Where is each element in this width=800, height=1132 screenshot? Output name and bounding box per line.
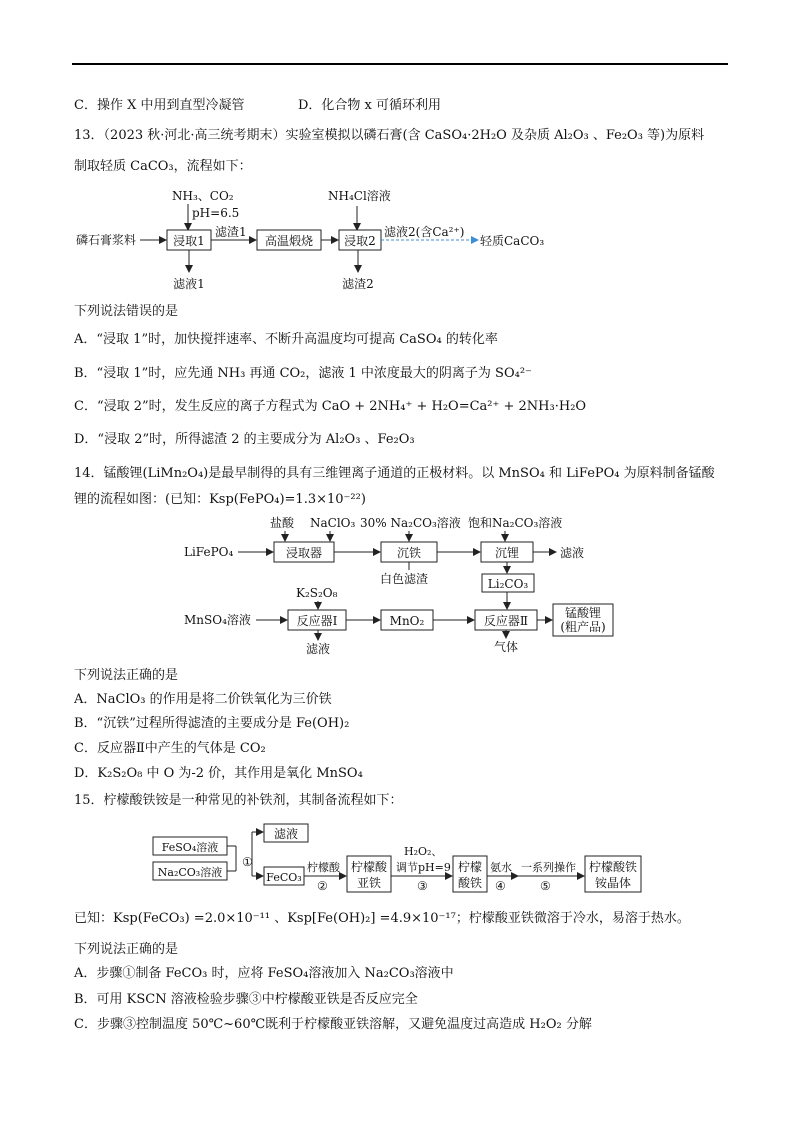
q15-reagent-ph: 调节pH=9 (396, 861, 451, 874)
q14-reagent-na2co3-sat: 饱和Na₂CO₃溶液 (468, 516, 563, 530)
q13-stem-line2: 制取轻质 CaCO₃，流程如下： (74, 159, 252, 174)
q13-calcine-label: 高温煅烧 (264, 234, 314, 248)
q13-option-c: C．“浸取 2”时，发生反应的离子方程式为 CaO + 2NH₄⁺ + H₂O=Ca²⁺ + 2NH₃·H₂O (74, 399, 587, 414)
q15-ferric-citrate-line2: 酸铁 (457, 876, 483, 890)
q14-reactor1-label: 反应器Ⅰ (296, 614, 338, 628)
q14-leacher-label: 浸取器 (285, 546, 323, 560)
q15-product-line2: 铵晶体 (594, 876, 632, 890)
q13-option-b: B．“浸取 1”时，应先通 NH₃ 再通 CO₂，滤液 1 中浓度最大的阴离子为 SO₄²⁻ (74, 366, 532, 381)
q14-reagent-naclo3: NaClO₃ (310, 516, 356, 530)
q15-na2co3-label: Na₂CO₃溶液 (157, 866, 223, 879)
q14-start-mnso4: MnSO₄溶液 (184, 613, 251, 627)
q14-product-line1: 锰酸锂 (564, 606, 602, 620)
q14-fe-precip-label: 沉铁 (396, 546, 422, 560)
q15-option-a: A．步骤①制备 FeCO₃ 时，应将 FeSO₄溶液加入 Na₂CO₃溶液中 (74, 966, 454, 981)
q14-question: 下列说法正确的是 (74, 668, 179, 683)
q15-known: 已知：Ksp(FeCO₃) =2.0×10⁻¹¹ 、Ksp[Fe(OH)₂] =4.9×10⁻¹⁷；柠檬酸亚铁微溶于冷水，易溶于热水。 (74, 911, 690, 926)
q15-feso4-label: FeSO₄溶液 (161, 841, 219, 854)
q14-reagent-hcl: 盐酸 (270, 516, 295, 530)
q15-product-line1: 柠檬酸铁 (588, 860, 638, 874)
q14-mno2-label: MnO₂ (389, 614, 425, 628)
q14-option-d: D．K₂S₂O₈ 中 O 为-2 价，其作用是氧化 MnSO₄ (74, 766, 363, 781)
q14-stem-line1: 14．锰酸锂(LiMn₂O₄)是最早制得的具有三维锂离子通道的正极材料。以 MnSO₄ 和 LiFePO₄ 为原料制备锰酸 (74, 466, 715, 481)
q14-option-c: C．反应器Ⅱ中产生的气体是 CO₂ (74, 741, 266, 756)
q13-product-label: 轻质CaCO₃ (480, 234, 545, 248)
q15-reagent-citric: 柠檬酸 (307, 861, 340, 874)
q14-li2co3-label: Li₂CO₃ (487, 577, 529, 591)
q15-feco3-label: FeCO₃ (266, 871, 302, 884)
q14-filtrate-top: 滤液 (560, 546, 585, 560)
q15-step2-mark: ② (317, 879, 328, 893)
q14-li-precip-label: 沉锂 (494, 546, 520, 560)
q15-step5-mark: ⑤ (540, 879, 551, 893)
q15-filtrate-label: 滤液 (273, 827, 299, 841)
q12-option-c: C．操作 X 中用到直型冷凝管 (74, 98, 245, 113)
q13-filtrate1-label: 滤液1 (173, 277, 205, 291)
q14-reagent-na2co3-30: 30% Na₂CO₃溶液 (360, 516, 461, 530)
q13-question: 下列说法错误的是 (74, 304, 179, 319)
q15-stem: 15．柠檬酸铁铵是一种常见的补铁剂，其制备流程如下： (74, 793, 403, 808)
q15-ferric-citrate-line1: 柠檬 (457, 860, 483, 874)
q13-reagent-nh3-co2: NH₃、CO₂ (172, 189, 234, 203)
q13-leach2-label: 浸取2 (344, 234, 376, 248)
q15-reagent-h2o2: H₂O₂、 (404, 845, 443, 858)
q14-gas-label: 气体 (493, 640, 519, 654)
q13-leach1-label: 浸取1 (173, 234, 205, 248)
q15-reagent-ammonia: 氨水 (490, 861, 512, 874)
q14-white-residue: 白色滤渣 (380, 572, 429, 586)
q13-filtrate2-label: 滤液2(含Ca²⁺) (384, 225, 465, 239)
q13-start-label: 磷石膏浆料 (76, 233, 137, 247)
q15-series-ops: 一系列操作 (521, 861, 576, 874)
q14-stem-line2: 锂的流程如图：(已知：Ksp(FePO₄)=1.3×10⁻²²) (74, 492, 366, 507)
q15-step3-mark: ③ (417, 879, 428, 893)
q13-ph-label: pH=6.5 (192, 206, 240, 220)
q13-slag1-label: 滤渣1 (215, 225, 247, 239)
q15-ferrous-citrate-line2: 亚铁 (356, 876, 382, 890)
q12-option-d: D．化合物 x 可循环利用 (298, 98, 442, 113)
q15-option-b: B．可用 KSCN 溶液检验步骤③中柠檬酸亚铁是否反应完全 (74, 992, 418, 1007)
q13-option-d: D．“浸取 2”时，所得滤渣 2 的主要成分为 Al₂O₃ 、Fe₂O₃ (74, 432, 415, 447)
q14-product-line2: (粗产品) (560, 620, 606, 634)
q15-ferrous-citrate-line1: 柠檬酸 (350, 860, 388, 874)
q14-filtrate-bottom: 滤液 (305, 642, 331, 656)
q13-reagent-nh4cl: NH₄Cl溶液 (328, 189, 391, 203)
q14-start-lifepo4: LiFePO₄ (184, 545, 234, 559)
q13-slag2-label: 滤渣2 (342, 277, 374, 291)
q13-option-a: A．“浸取 1”时，加快搅拌速率、不断升高温度均可提高 CaSO₄ 的转化率 (74, 332, 498, 347)
q15-option-c: C．步骤③控制温度 50℃~60℃既利于柠檬酸亚铁溶解，又避免温度过高造成 H₂O₂ 分解 (74, 1017, 592, 1032)
q15-step4-mark: ④ (495, 879, 506, 893)
q14-option-a: A．NaClO₃ 的作用是将二价铁氧化为三价铁 (74, 692, 332, 707)
q15-step1-mark: ① (242, 855, 253, 869)
q14-option-b: B．“沉铁”过程所得滤渣的主要成分是 Fe(OH)₂ (74, 716, 350, 731)
q13-stem-line1: 13．（2023 秋·河北·高三统考期末）实验室模拟以磷石膏(含 CaSO₄·2H₂O 及杂质 Al₂O₃ 、Fe₂O₃ 等)为原料 (74, 128, 705, 143)
q15-question: 下列说法正确的是 (74, 942, 179, 957)
q14-reagent-k2s2o8: K₂S₂O₈ (296, 586, 338, 600)
q14-reactor2-label: 反应器Ⅱ (483, 614, 529, 628)
